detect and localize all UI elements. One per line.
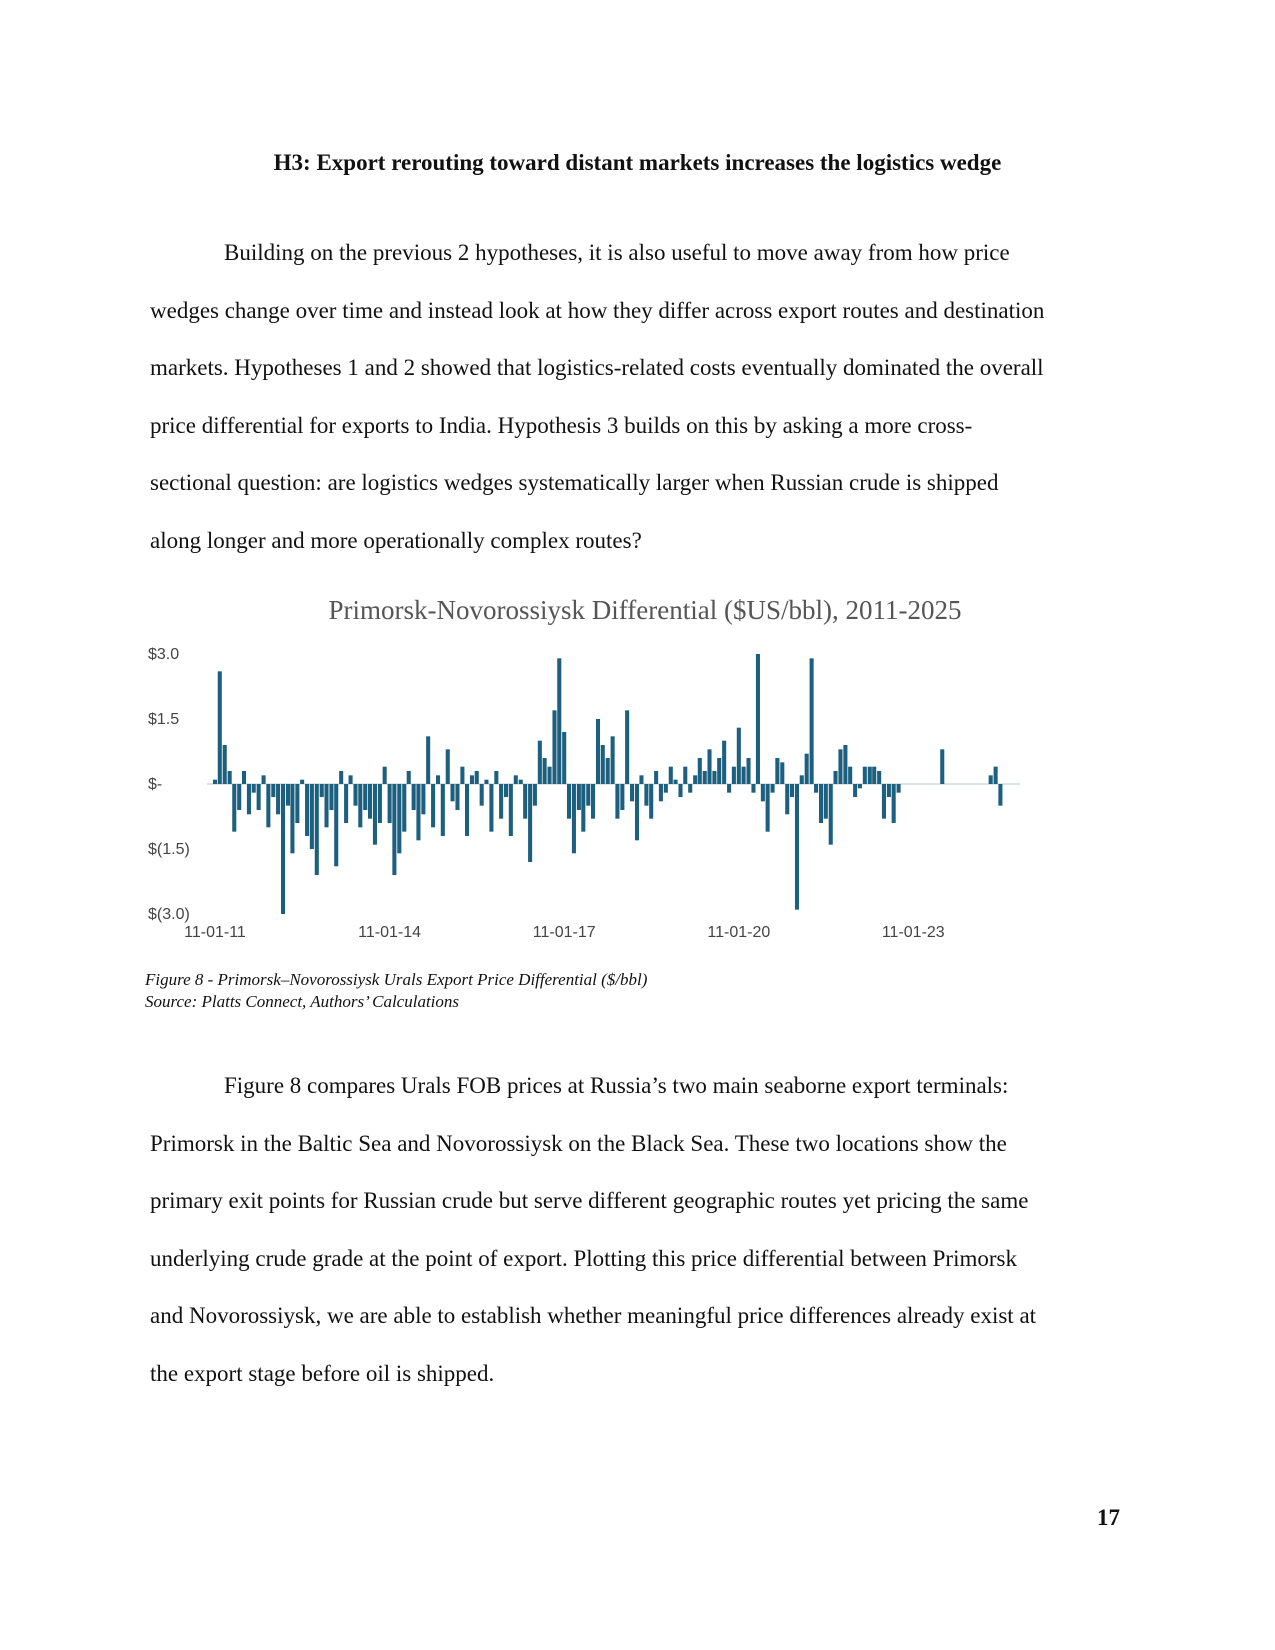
area-bar-mark	[669, 767, 673, 784]
area-bar-mark	[514, 775, 518, 784]
paragraph-line: primary exit points for Russian crude but serve different geographic routes yet pricing the same	[150, 1188, 1029, 1213]
area-bar-mark	[484, 780, 488, 784]
area-bar-mark	[747, 758, 751, 784]
area-bar-mark	[475, 771, 479, 784]
area-bar-mark	[310, 784, 314, 849]
area-bar-mark	[596, 719, 600, 784]
area-bar-mark	[800, 775, 804, 784]
chart-title: Primorsk-Novorossiysk Differential ($US/bbl), 2011-2025	[328, 595, 962, 625]
y-axis	[148, 646, 190, 923]
area-bar-mark	[829, 784, 833, 845]
area-bar-mark	[717, 758, 721, 784]
area-bar-mark	[295, 784, 299, 823]
paragraph-line: along longer and more operationally complex routes?	[150, 527, 642, 553]
area-bar-mark	[577, 784, 581, 810]
y-tick-label: $3.0	[148, 646, 180, 663]
area-bar-mark	[620, 784, 624, 810]
area-bar-mark	[581, 784, 585, 832]
paragraph-line: sectional question: are logistics wedges systematically larger when Russian crude is shipped	[150, 470, 999, 495]
area-bar-mark	[223, 745, 227, 784]
area-bar-mark	[877, 771, 881, 784]
area-bar-mark	[824, 784, 828, 819]
area-bar-mark	[218, 671, 222, 784]
area-bar-mark	[994, 767, 998, 784]
area-bar-mark	[688, 784, 692, 793]
area-bar-mark	[615, 784, 619, 819]
area-bar-mark	[732, 767, 736, 784]
area-bar-mark	[756, 654, 760, 784]
body-paragraph	[150, 1057, 1140, 1402]
area-bar-mark	[252, 784, 256, 793]
differential-area-chart	[140, 630, 1080, 945]
x-tick-label: 11-01-17	[532, 924, 596, 941]
area-bar-mark	[451, 784, 455, 801]
area-bar-mark	[426, 736, 430, 784]
area-bar-mark	[242, 771, 246, 784]
area-bar-mark	[397, 784, 401, 853]
paragraph-line: Figure 8 compares Urals FOB prices at Russia’s two main seaborne export terminals:	[224, 1073, 1009, 1098]
area-bar-mark	[814, 784, 818, 793]
area-bar-mark	[848, 767, 852, 784]
area-bar-mark	[625, 710, 629, 784]
area-bar-mark	[998, 784, 1002, 806]
area-bar-mark	[344, 784, 348, 823]
area-bar-mark	[538, 741, 542, 784]
area-bar-mark	[228, 771, 232, 784]
area-bar-mark	[775, 758, 779, 784]
area-bar-mark	[290, 784, 294, 853]
area-bar-mark	[266, 784, 270, 827]
paragraph-line: the export stage before oil is shipped.	[150, 1360, 495, 1386]
area-bar-mark	[810, 658, 814, 784]
x-tick-label: 11-01-14	[358, 924, 422, 941]
area-bar-mark	[349, 775, 353, 784]
area-bar-mark	[368, 784, 372, 819]
area-bar-mark	[548, 767, 552, 784]
area-bar-mark	[897, 784, 901, 793]
paragraph-line: markets. Hypotheses 1 and 2 showed that logistics-related costs eventually dominated the overall	[150, 355, 1044, 380]
area-bar-mark	[722, 741, 726, 784]
area-bar-mark	[567, 784, 571, 819]
area-bar-mark	[353, 784, 357, 806]
figure-source: Source: Platts Connect, Authors’ Calculations	[145, 992, 460, 1011]
area-bar-mark	[591, 784, 595, 819]
area-bar-mark	[872, 767, 876, 784]
area-bar-mark	[601, 745, 605, 784]
area-bar-mark	[863, 767, 867, 784]
area-bar-mark	[339, 771, 343, 784]
area-bar-mark	[460, 767, 464, 784]
area-bar-mark	[392, 784, 396, 875]
area-bar-mark	[300, 780, 304, 784]
area-bar-mark	[329, 784, 333, 810]
area-bar-mark	[402, 784, 406, 832]
area-bar-mark	[664, 784, 668, 793]
area-bar-mark	[320, 784, 324, 797]
area-bar-mark	[751, 784, 755, 793]
y-tick-label: $(3.0)	[148, 906, 190, 923]
area-bar-mark	[833, 771, 837, 784]
area-bar-mark	[421, 784, 425, 814]
x-tick-label: 11-01-20	[707, 924, 771, 941]
area-bar-mark	[761, 784, 765, 801]
area-bar-mark	[373, 784, 377, 845]
area-bar-mark	[315, 784, 319, 875]
area-bar-mark	[727, 784, 731, 793]
figure-caption: Figure 8 - Primorsk–Novorossiysk Urals Export Price Differential ($/bbl)	[145, 970, 648, 989]
x-axis	[184, 924, 945, 941]
area-bar-mark	[276, 784, 280, 814]
area-bar-mark	[644, 784, 648, 806]
area-bar-mark	[436, 775, 440, 784]
area-bar-mark	[334, 784, 338, 866]
area-bar-mark	[693, 775, 697, 784]
area-bar-mark	[358, 784, 362, 827]
y-tick-label: $-	[148, 776, 163, 793]
area-bar-mark	[771, 784, 775, 793]
area-bar-mark	[286, 784, 290, 806]
y-tick-label: $1.5	[148, 711, 180, 728]
body-paragraph	[150, 224, 1140, 569]
area-bar-mark	[606, 758, 610, 784]
area-bar-mark	[737, 728, 741, 784]
area-bar-mark	[305, 784, 309, 836]
paragraph-line: Primorsk in the Baltic Sea and Novorossiysk on the Black Sea. These two locations show the	[150, 1130, 1007, 1156]
area-bar-mark	[572, 784, 576, 853]
area-bar-mark	[742, 767, 746, 784]
area-bar-mark	[562, 732, 566, 784]
area-bar-mark	[416, 784, 420, 840]
area-bar-mark	[232, 784, 236, 832]
series-differential	[213, 654, 1002, 914]
area-bar-mark	[363, 784, 367, 810]
area-bar-mark	[805, 754, 809, 784]
area-bar-mark	[509, 784, 513, 836]
area-bar-mark	[785, 784, 789, 814]
paragraph-line: wedges change over time and instead look at how they differ across export routes and destination	[150, 297, 1045, 323]
area-bar-mark	[659, 784, 663, 801]
area-bar-mark	[586, 784, 590, 806]
area-bar-mark	[213, 780, 217, 784]
area-bar-mark	[441, 784, 445, 836]
area-bar-mark	[378, 784, 382, 823]
area-bar-mark	[383, 767, 387, 784]
area-bar-mark	[489, 784, 493, 832]
area-bar-mark	[431, 784, 435, 827]
area-bar-mark	[674, 780, 678, 784]
area-bar-mark	[868, 767, 872, 784]
page-number: 17	[1097, 1505, 1120, 1530]
area-bar-mark	[504, 784, 508, 797]
area-bar-mark	[237, 784, 241, 810]
paragraph-line: underlying crude grade at the point of export. Plotting this price differential between Primorsk	[150, 1245, 1017, 1271]
area-bar-mark	[388, 784, 392, 823]
area-bar-mark	[654, 771, 658, 784]
area-bar-mark	[639, 775, 643, 784]
area-bar-mark	[766, 784, 770, 832]
area-bar-mark	[707, 749, 711, 784]
area-bar-mark	[611, 736, 615, 784]
area-bar-mark	[412, 784, 416, 810]
area-bar-mark	[780, 762, 784, 784]
area-bar-mark	[523, 784, 527, 819]
area-bar-mark	[712, 771, 716, 784]
area-bar-mark	[882, 784, 886, 819]
area-bar-mark	[892, 784, 896, 823]
area-bar-mark	[528, 784, 532, 862]
area-bar-mark	[989, 775, 993, 784]
paragraph-line: and Novorossiysk, we are able to establish whether meaningful price differences already exist at	[150, 1303, 1037, 1328]
area-bar-mark	[470, 775, 474, 784]
area-bar-mark	[795, 784, 799, 910]
area-bar-mark	[262, 775, 266, 784]
area-bar-mark	[519, 780, 523, 784]
area-bar-mark	[843, 745, 847, 784]
area-bar-mark	[281, 784, 285, 914]
area-bar-mark	[790, 784, 794, 797]
area-bar-mark	[630, 784, 634, 801]
area-bar-mark	[858, 784, 862, 788]
area-bar-mark	[446, 749, 450, 784]
area-bar-mark	[494, 771, 498, 784]
area-bar-mark	[940, 749, 944, 784]
area-bar-mark	[455, 784, 459, 810]
area-bar-mark	[533, 784, 537, 806]
paragraph-line: Building on the previous 2 hypotheses, it is also useful to move away from how price	[224, 240, 1010, 265]
area-bar-mark	[247, 784, 251, 814]
y-tick-label: $(1.5)	[148, 841, 190, 858]
area-bar-mark	[465, 784, 469, 836]
area-bar-mark	[703, 771, 707, 784]
area-bar-mark	[257, 784, 261, 810]
x-tick-label: 11-01-23	[881, 924, 945, 941]
area-bar-mark	[552, 710, 556, 784]
area-bar-mark	[635, 784, 639, 840]
area-bar-mark	[543, 758, 547, 784]
section-heading: H3: Export rerouting toward distant markets increases the logistics wedge	[273, 150, 1002, 175]
area-bar-mark	[324, 784, 328, 827]
area-bar-mark	[819, 784, 823, 823]
area-bar-mark	[698, 758, 702, 784]
area-bar-mark	[407, 771, 411, 784]
area-bar-mark	[557, 658, 561, 784]
area-bar-mark	[678, 784, 682, 797]
area-bar-mark	[887, 784, 891, 797]
paragraph-line: price differential for exports to India. Hypothesis 3 builds on this by asking a more cross-	[150, 412, 973, 438]
area-bar-mark	[271, 784, 275, 797]
area-bar-mark	[649, 784, 653, 819]
area-bar-mark	[838, 749, 842, 784]
area-bar-mark	[499, 784, 503, 819]
area-bar-mark	[853, 784, 857, 797]
area-bar-mark	[683, 767, 687, 784]
area-bar-mark	[480, 784, 484, 806]
x-tick-label: 11-01-11	[184, 924, 246, 941]
